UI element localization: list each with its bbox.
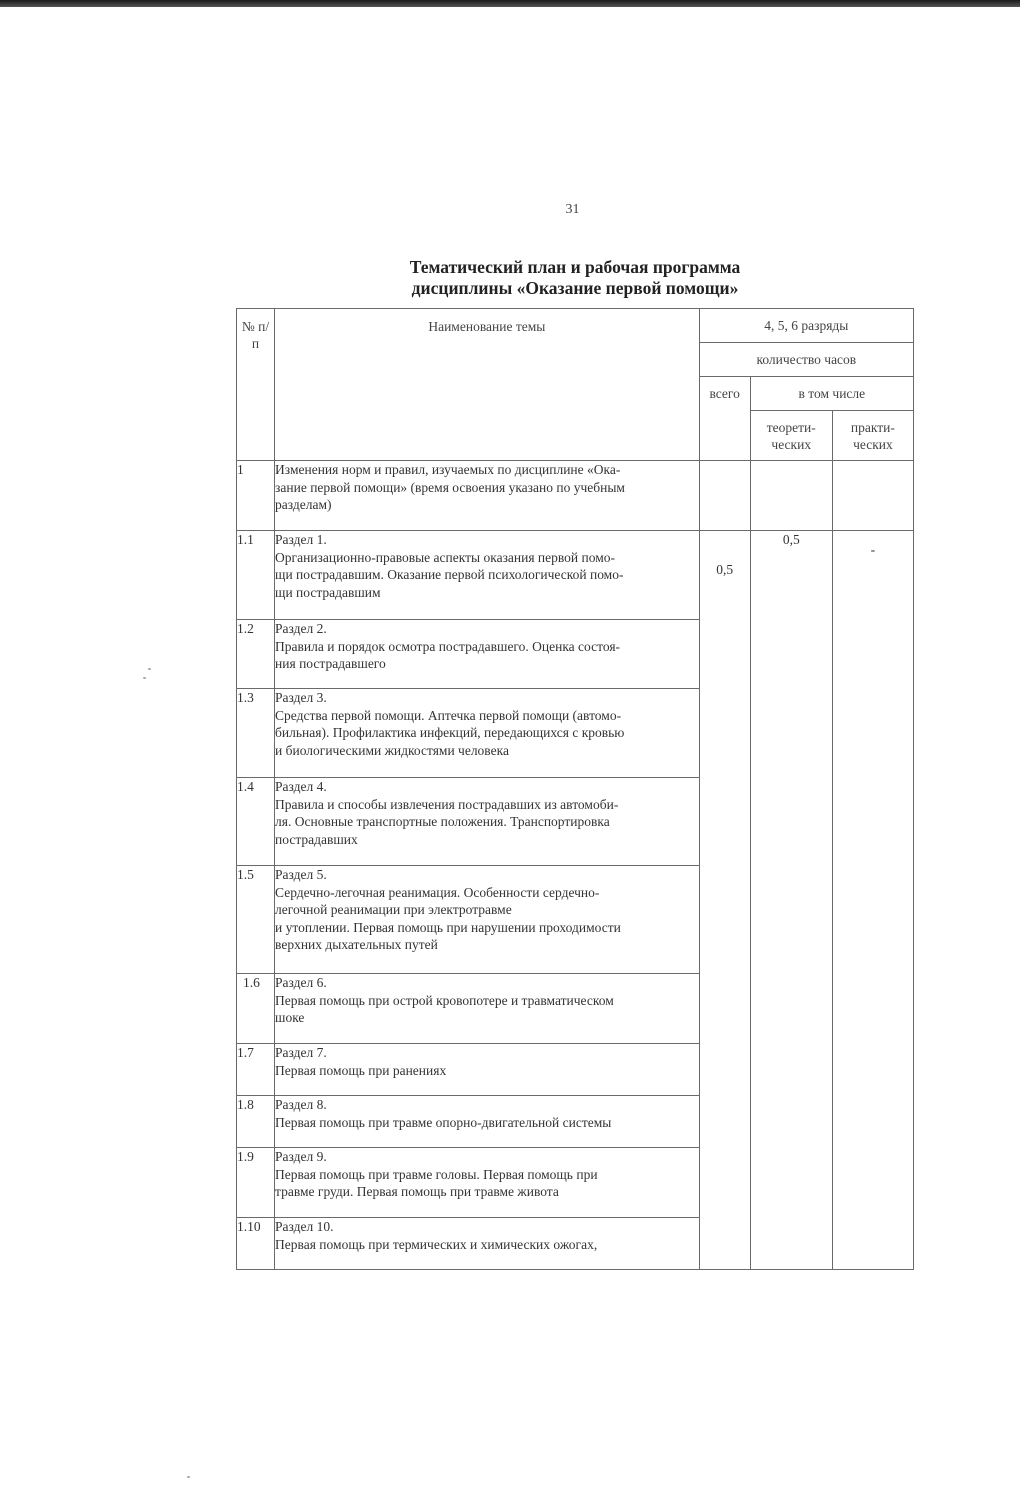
thematic-plan-table — [236, 308, 914, 1270]
topic-line: зание первой помощи» (время освоения указано по учебным — [275, 479, 625, 495]
topic-line: верхних дыхательных путей — [275, 937, 438, 952]
row-topic — [275, 620, 700, 689]
header-grades: 4, 5, 6 разряды — [699, 309, 913, 343]
topic-line: Первая помощь при острой кровопотере и травматическом — [275, 992, 614, 1008]
row-topic — [275, 866, 700, 974]
topic-line: и биологическими жидкостями человека — [275, 742, 509, 758]
scan-speck — [148, 668, 151, 670]
section-practice-hours: - — [832, 531, 913, 1270]
table-row — [237, 531, 914, 620]
topic-line: Организационно-правовые аспекты оказания первой помо- — [275, 549, 616, 565]
topic-line: шоке — [275, 1010, 305, 1025]
row-number: 1.9 — [237, 1148, 275, 1218]
topic-line: Раздел 2. — [275, 621, 327, 636]
row-topic — [275, 689, 700, 778]
row-number: 1.2 — [237, 620, 275, 689]
header-including: в том числе — [750, 377, 913, 411]
topic-line: Первая помощь при термических и химических ожогах, — [275, 1236, 598, 1252]
row-number: 1.6 — [237, 974, 275, 1044]
document-title — [236, 257, 914, 299]
header-theory: теорети- ческих — [750, 411, 832, 461]
header-total: всего — [699, 377, 750, 461]
topic-line: бильная). Профилактика инфекций, передающихся с кровью — [275, 725, 625, 740]
topic-line: Первая помощь при ранениях — [275, 1062, 447, 1078]
total-hours-value: 0,5 — [716, 562, 734, 577]
section-total-hours — [699, 531, 750, 1270]
row-number: 1.8 — [237, 1096, 275, 1148]
row-topic — [275, 974, 700, 1044]
topic-line: Раздел 4. — [275, 779, 327, 794]
topic-line: Правила и порядок осмотра пострадавшего. Оценка состоя- — [275, 638, 621, 654]
topic-line: травме груди. Первая помощь при травме живота — [275, 1184, 559, 1199]
row-topic — [275, 778, 700, 866]
topic-line: пострадавших — [275, 831, 358, 847]
scan-speck — [143, 677, 146, 679]
topic-line: Раздел 6. — [275, 975, 327, 990]
topic-line: щи пострадавшим — [275, 584, 381, 600]
row-topic — [275, 461, 700, 531]
row-topic — [275, 1044, 700, 1096]
topic-line: Правила и способы извлечения пострадавших из автомоби- — [275, 796, 619, 812]
row-topic — [275, 531, 700, 620]
scan-speck — [187, 1476, 190, 1478]
row-topic — [275, 1218, 700, 1270]
row-number: 1 — [237, 461, 275, 531]
row-theory — [750, 461, 832, 531]
title-line-2: дисциплины «Оказание первой помощи» — [411, 278, 739, 298]
topic-line: Средства первой помощи. Аптечка первой помощи (автомо- — [275, 707, 622, 723]
section-theory-hours: 0,5 — [750, 531, 832, 1270]
topic-line: Раздел 7. — [275, 1045, 327, 1060]
topic-line: Раздел 3. — [275, 690, 327, 705]
topic-line: Раздел 8. — [275, 1097, 327, 1112]
row-number: 1.5 — [237, 866, 275, 974]
topic-line: ния пострадавшего — [275, 656, 386, 671]
topic-line: Изменения норм и правил, изучаемых по дисциплине «Ока- — [275, 462, 621, 477]
topic-line: щи пострадавшим. Оказание первой психологической помо- — [275, 567, 624, 582]
topic-line: разделам) — [275, 497, 332, 512]
topic-line: легочной реанимации при электротравме — [275, 902, 512, 917]
topic-line: Раздел 9. — [275, 1149, 327, 1164]
page-number: 31 — [565, 202, 580, 217]
row-number: 1.4 — [237, 778, 275, 866]
header-practice: практи- ческих — [832, 411, 913, 461]
row-topic — [275, 1096, 700, 1148]
title-line-1: Тематический план и рабочая программа — [409, 257, 741, 277]
row-number: 1.1 — [237, 531, 275, 620]
row-topic — [275, 1148, 700, 1218]
scan-top-edge — [0, 0, 1020, 7]
topic-line: и утоплении. Первая помощь при нарушении проходимости — [275, 919, 621, 935]
topic-line: Первая помощь при травме опорно-двигательной системы — [275, 1114, 612, 1130]
table-row — [237, 461, 914, 531]
header-hours: количество часов — [699, 343, 913, 377]
row-practice — [832, 461, 913, 531]
topic-line: ля. Основные транспортные положения. Транспортировка — [275, 814, 610, 829]
topic-line: Раздел 1. — [275, 532, 327, 547]
row-number: 1.10 — [237, 1218, 275, 1270]
header-number-text: № п/п — [241, 319, 270, 351]
row-number: 1.3 — [237, 689, 275, 778]
row-number: 1.7 — [237, 1044, 275, 1096]
header-number — [237, 309, 275, 461]
topic-line: Раздел 5. — [275, 867, 327, 882]
topic-line: Первая помощь при травме головы. Первая помощь при — [275, 1166, 598, 1182]
topic-line: Сердечно-легочная реанимация. Особенности сердечно- — [275, 884, 600, 900]
topic-line: Раздел 10. — [275, 1219, 334, 1234]
row-total — [699, 461, 750, 531]
header-topic: Наименование темы — [275, 309, 700, 461]
